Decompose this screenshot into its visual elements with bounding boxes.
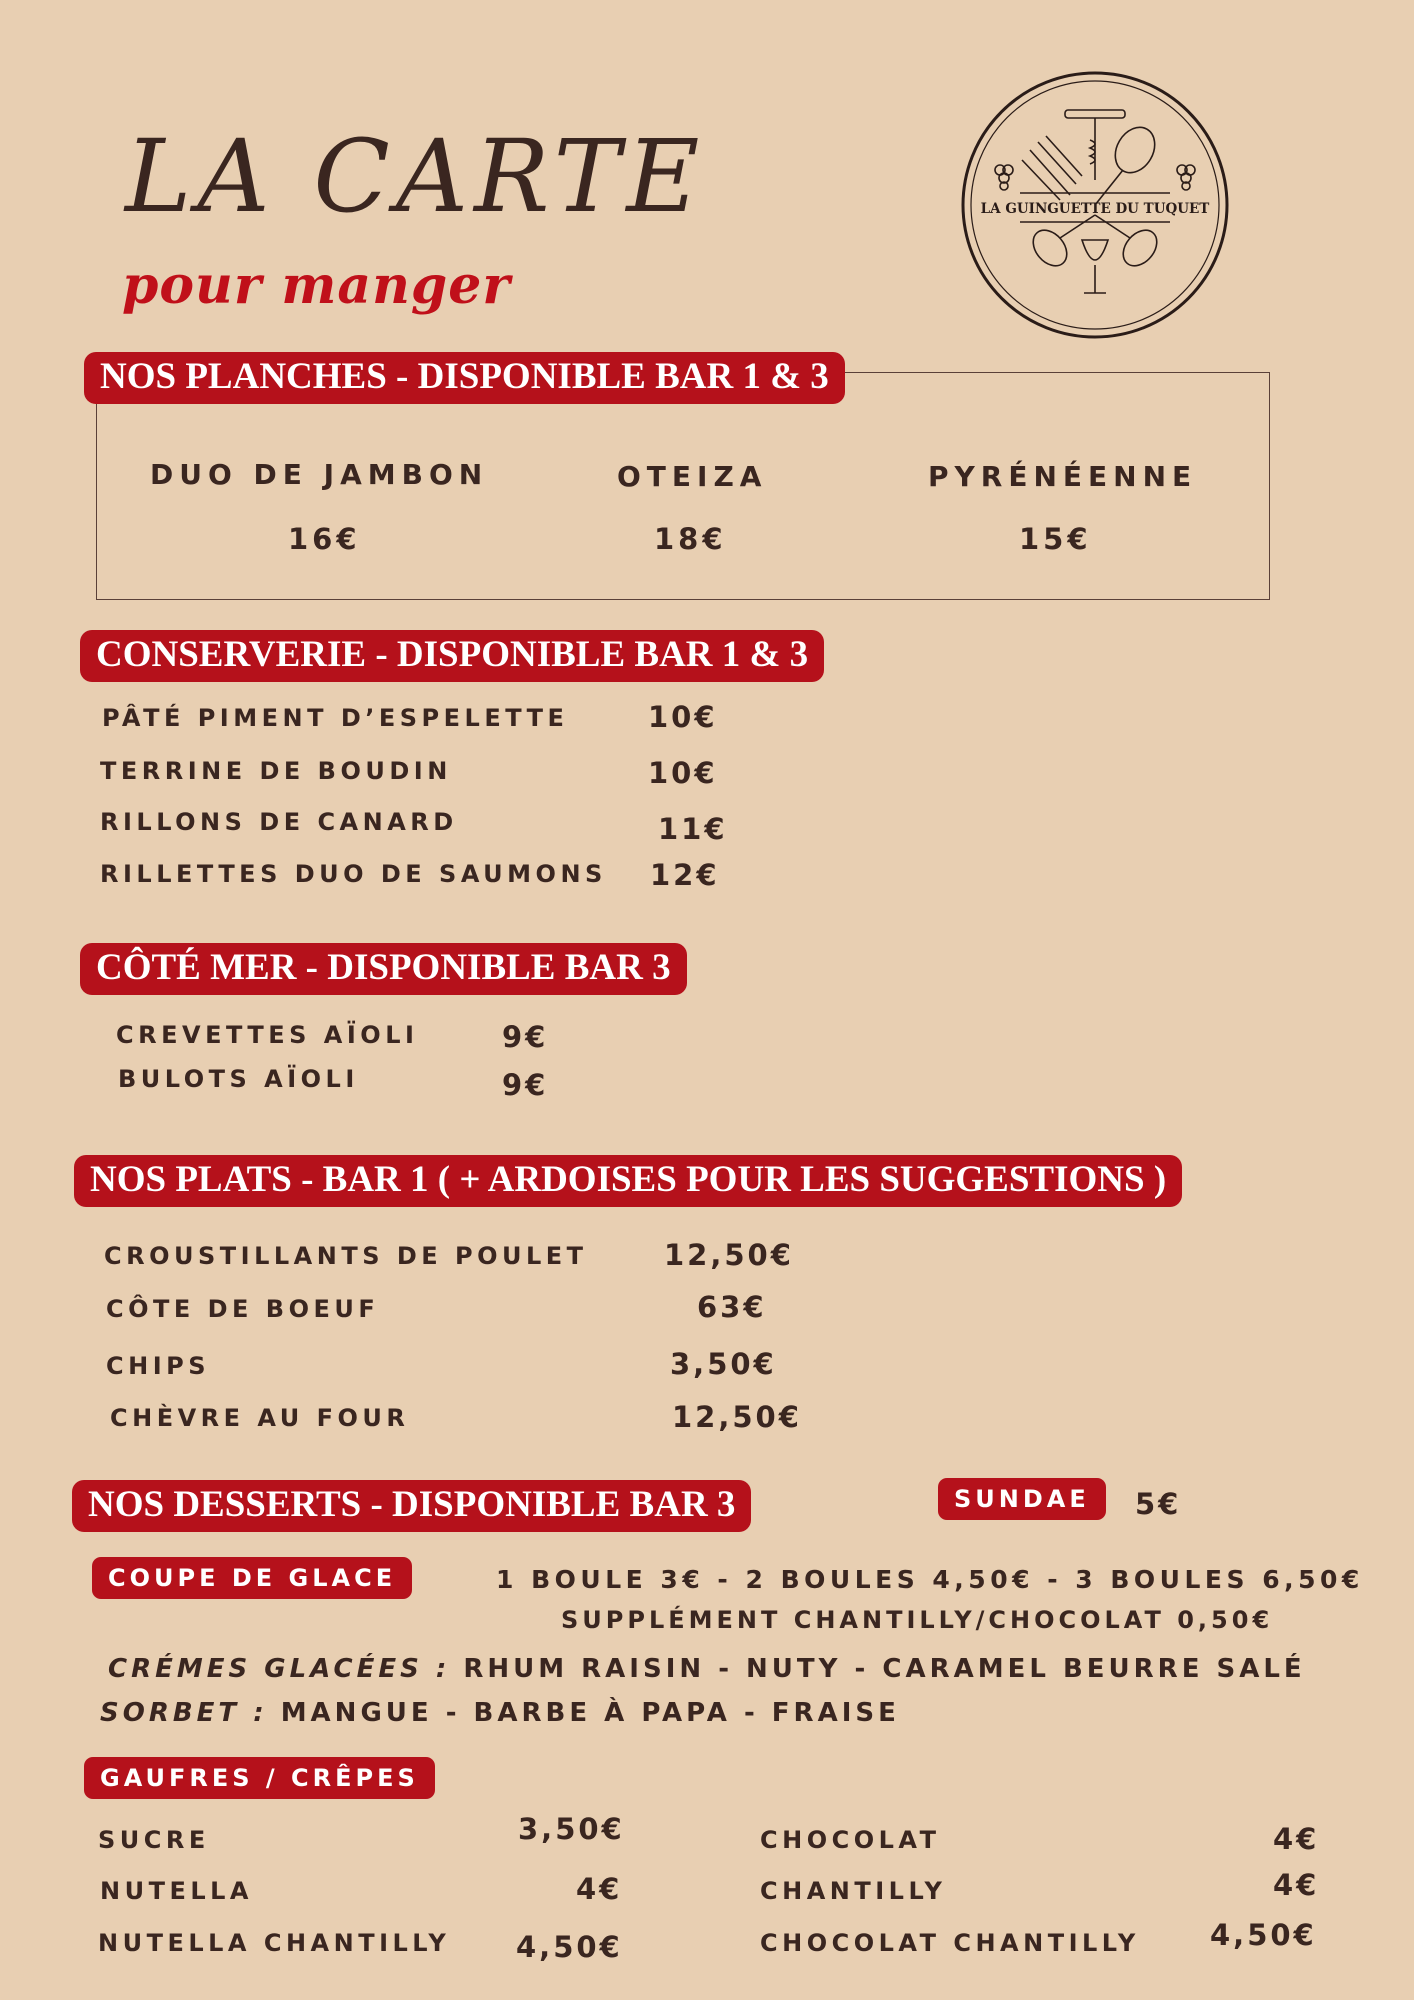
gaufre-item: NUTELLA CHANTILLY	[98, 1929, 451, 1957]
svg-text:LA GUINGUETTE DU TUQUET: LA GUINGUETTE DU TUQUET	[980, 201, 1210, 217]
plat-price: 3,50€	[670, 1347, 777, 1381]
cote-mer-banner: CÔTÉ MER - DISPONIBLE BAR 3	[80, 943, 687, 995]
conserverie-price: 12€	[650, 858, 720, 892]
plat-item: CHIPS	[106, 1352, 211, 1380]
conserverie-price: 10€	[648, 700, 718, 734]
cote-mer-item: BULOTS AÏOLI	[118, 1065, 359, 1093]
plat-price: 12,50€	[672, 1400, 802, 1434]
desserts-banner: NOS DESSERTS - DISPONIBLE BAR 3	[72, 1480, 751, 1532]
coupe-label: COUPE DE GLACE	[92, 1557, 412, 1599]
cote-mer-item: CREVETTES AÏOLI	[116, 1021, 419, 1049]
sorbet-flavors: MANGUE - BARBE À PAPA - FRAISE	[280, 1698, 900, 1728]
plat-item: CHÈVRE AU FOUR	[110, 1404, 410, 1432]
cremes-line	[108, 1654, 1306, 1684]
gaufre-item: CHANTILLY	[760, 1877, 947, 1905]
conserverie-item: RILLETTES DUO DE SAUMONS	[100, 860, 607, 888]
conserverie-item: PÂTÉ PIMENT D’ESPELETTE	[102, 704, 569, 732]
planches-banner: NOS PLANCHES - DISPONIBLE BAR 1 & 3	[84, 352, 845, 404]
plat-price: 63€	[697, 1290, 767, 1324]
gaufre-price: 4€	[1273, 1868, 1320, 1902]
cremes-flavors: RHUM RAISIN - NUTY - CARAMEL BEURRE SALÉ	[463, 1654, 1306, 1684]
sundae-label: SUNDAE	[938, 1478, 1106, 1520]
planche-name: DUO DE JAMBON	[150, 458, 489, 491]
gaufre-item: SUCRE	[98, 1826, 210, 1854]
cremes-label: CRÉMES GLACÉES :	[108, 1654, 451, 1684]
page-subtitle: pour manger	[122, 255, 511, 316]
gaufre-price: 4,50€	[1210, 1918, 1317, 1952]
gaufre-item: CHOCOLAT	[760, 1826, 941, 1854]
plat-item: CÔTE DE BOEUF	[106, 1295, 380, 1323]
coupe-supplement: SUPPLÉMENT CHANTILLY/CHOCOLAT 0,50€	[561, 1606, 1274, 1634]
conserverie-price: 11€	[658, 812, 728, 846]
gaufre-price: 4,50€	[516, 1930, 623, 1964]
gaufre-price: 3,50€	[518, 1812, 625, 1846]
coupe-prices: 1 BOULE 3€ - 2 BOULES 4,50€ - 3 BOULES 6,50€	[496, 1565, 1364, 1594]
planche-price: 16€	[288, 522, 361, 556]
cote-mer-price: 9€	[502, 1020, 549, 1054]
sorbet-line	[100, 1698, 900, 1728]
cote-mer-price: 9€	[502, 1068, 549, 1102]
sundae-price: 5€	[1135, 1487, 1182, 1521]
conserverie-banner: CONSERVERIE - DISPONIBLE BAR 1 & 3	[80, 630, 824, 682]
plats-banner: NOS PLATS - BAR 1 ( + ARDOISES POUR LES SUGGESTIONS )	[74, 1155, 1182, 1207]
sorbet-label: SORBET :	[100, 1698, 268, 1728]
conserverie-price: 10€	[648, 756, 718, 790]
gaufre-item: CHOCOLAT CHANTILLY	[760, 1929, 1140, 1957]
gaufre-price: 4€	[1273, 1822, 1320, 1856]
conserverie-item: RILLONS DE CANARD	[100, 808, 458, 836]
planche-name: OTEIZA	[617, 460, 768, 493]
gaufre-item: NUTELLA	[100, 1877, 253, 1905]
gaufre-price: 4€	[576, 1872, 623, 1906]
planche-price: 15€	[1019, 522, 1092, 556]
plat-price: 12,50€	[664, 1238, 794, 1272]
restaurant-logo	[960, 70, 1230, 340]
plat-item: CROUSTILLANTS DE POULET	[104, 1242, 588, 1270]
gaufres-label: GAUFRES / CRÊPES	[84, 1757, 435, 1799]
page-title: LA CARTE	[125, 118, 706, 235]
planche-name: PYRÉNÉENNE	[928, 460, 1198, 493]
planche-price: 18€	[654, 522, 727, 556]
conserverie-item: TERRINE DE BOUDIN	[100, 757, 452, 785]
